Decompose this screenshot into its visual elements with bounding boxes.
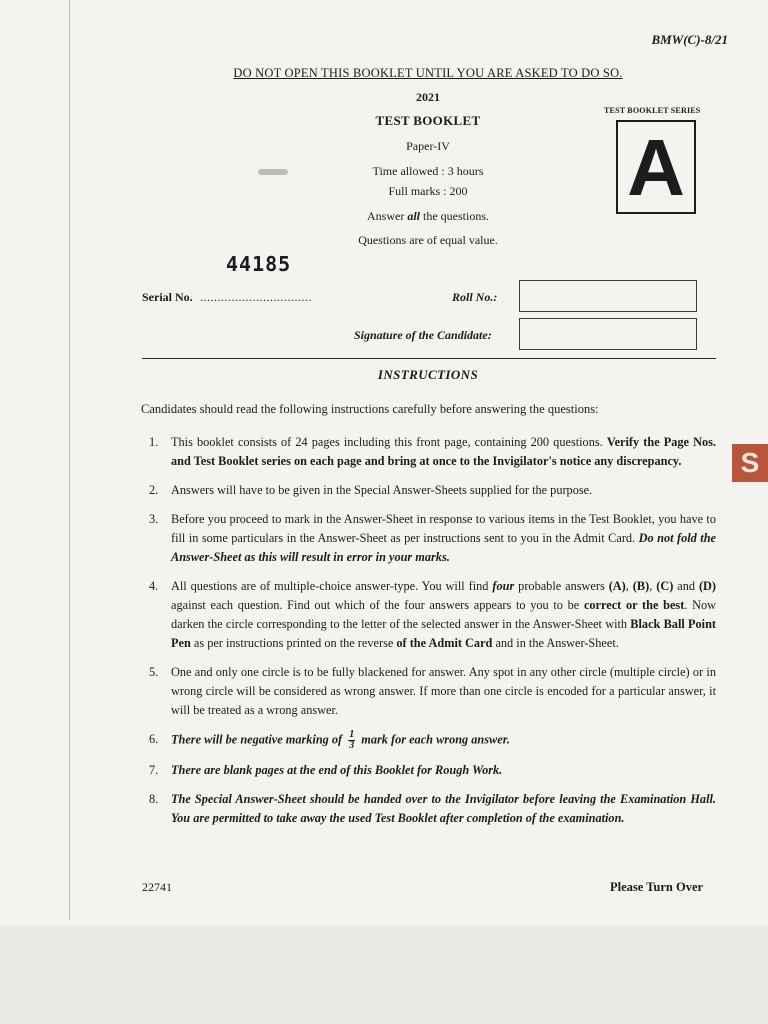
paper-number: Paper-IV <box>406 139 450 153</box>
instruction-text-plain: as per instructions printed on the reverse <box>190 636 397 650</box>
instruction-text-bold: correct or the best <box>583 598 685 612</box>
answer-all-emphasis: all <box>407 209 420 223</box>
serial-label: Serial No. <box>142 290 193 304</box>
instruction-number: 7. <box>149 763 159 777</box>
fraction-denominator: 3 <box>349 740 355 751</box>
instruction-text-emphasis: mark for each wrong answer. <box>358 732 510 747</box>
equal-value-note: Questions are of equal value. <box>358 233 498 247</box>
instruction-text-plain: All questions are of multiple-choice answer-type. You will find <box>171 579 493 593</box>
answer-all-post: the questions. <box>420 209 489 223</box>
instruction-text-plain: Before you proceed to mark in the Answer-Sheet in response to various items in the Test Booklet, you have to fill in some particulars in the Answer-Sheet as per instructions sent to you in the Admit Card. <box>171 512 716 545</box>
instruction-text-plain: probable answers <box>514 579 609 593</box>
instruction-text: One and only one circle is to be fully blackened for answer. Any spot in any other circle (multiple circle) or in wrong circle will be considered as wrong answer. If more than one circle is encoded for a particular answer, it will be treated as a wrong answer. <box>171 665 716 717</box>
page-fold-line <box>69 0 70 920</box>
instruction-item <box>141 790 716 828</box>
instruction-text <box>171 510 716 567</box>
instruction-number: 4. <box>149 579 159 593</box>
section-divider <box>142 358 716 359</box>
please-turn-over: Please Turn Over <box>610 880 704 894</box>
instruction-text-bold: Verify the Page Nos. and Test Booklet series on each page and bring at once to the Invigilator's notice any discrepancy. <box>171 435 717 468</box>
serial-number: 44185 <box>226 252 292 276</box>
instruction-number: 5. <box>149 665 159 679</box>
instruction-item <box>141 510 716 567</box>
instruction-text-bold: of the Admit Card <box>396 636 493 650</box>
instruction-item <box>141 577 716 653</box>
instruction-text-emphasis: There will be negative marking of <box>171 732 346 747</box>
signature-field[interactable] <box>519 318 697 350</box>
instruction-text: Answers will have to be given in the Special Answer-Sheets supplied for the purpose. <box>171 483 593 497</box>
instruction-text <box>171 433 716 471</box>
option-letter: (D) <box>698 579 717 593</box>
answer-all-note <box>330 209 526 224</box>
full-marks: Full marks : 200 <box>388 184 468 198</box>
exam-year: 2021 <box>416 90 440 104</box>
time-allowed: Time allowed : 3 hours <box>372 164 484 178</box>
instruction-text-plain: and in the Answer-Sheet. <box>492 636 619 650</box>
instructions-intro: Candidates should read the following instructions carefully before answering the questions: <box>141 402 599 416</box>
instruction-item <box>141 433 716 471</box>
instruction-text: The Special Answer-Sheet should be handed over to the Invigilator before leaving the Examination Hall. You are permitted to take away the used Test Booklet after completion of the examination. <box>171 792 716 825</box>
exam-code: BMW(C)-8/21 <box>651 32 728 47</box>
side-page-tab: S <box>732 444 768 482</box>
one-third-fraction <box>348 730 355 751</box>
signature-label: Signature of the Candidate: <box>354 328 492 342</box>
option-letter: (B) <box>632 579 650 593</box>
ink-smudge <box>258 169 288 175</box>
serial-fill-line: ................................ <box>200 290 312 304</box>
fraction-numerator: 1 <box>349 729 355 740</box>
series-letter-box: A <box>616 120 696 214</box>
roll-number-label: Roll No.: <box>452 290 498 304</box>
instructions-list <box>141 433 716 838</box>
booklet-title: TEST BOOKLET <box>375 113 481 128</box>
answer-all-pre: Answer <box>367 209 408 223</box>
instruction-number: 3. <box>149 512 159 526</box>
instruction-text-plain: and <box>673 579 699 593</box>
instruction-text-plain: , <box>625 579 633 593</box>
instruction-item <box>141 663 716 720</box>
instruction-number: 2. <box>149 483 159 497</box>
instruction-text-emphasis: Do not fold the Answer-Sheet as this will result in error in your marks. <box>171 531 716 564</box>
instruction-text <box>171 577 716 653</box>
instruction-text-plain: , <box>649 579 657 593</box>
page-bottom-shade <box>0 925 768 1024</box>
do-not-open-warning: DO NOT OPEN THIS BOOKLET UNTIL YOU ARE ASKED TO DO SO. <box>233 66 623 80</box>
instruction-number: 8. <box>149 792 159 806</box>
instruction-text-plain: . Now darken the circle corresponding to the letter of the selected answer in the Answer-Sheet with <box>171 598 716 631</box>
page-footer-code: 22741 <box>142 880 172 894</box>
instruction-item <box>141 481 716 500</box>
instruction-text <box>171 730 716 751</box>
option-letter: (C) <box>656 579 674 593</box>
instructions-heading: INSTRUCTIONS <box>377 367 479 382</box>
option-letter: (A) <box>608 579 626 593</box>
instruction-text: There are blank pages at the end of this Booklet for Rough Work. <box>171 763 503 777</box>
instruction-text-emphasis: four <box>492 579 515 593</box>
instruction-item <box>141 761 716 780</box>
instruction-number: 1. <box>149 435 159 449</box>
instruction-text-bold: Black Ball Point Pen <box>171 617 717 650</box>
instruction-item <box>141 730 716 751</box>
series-label: TEST BOOKLET SERIES <box>604 106 701 115</box>
instruction-text-plain: against each question. Find out which of the four answers appears to you to be <box>171 598 584 612</box>
roll-number-field[interactable] <box>519 280 697 312</box>
instruction-number: 6. <box>149 732 159 746</box>
instruction-text-plain: This booklet consists of 24 pages including this front page, containing 200 questions. <box>171 435 607 449</box>
